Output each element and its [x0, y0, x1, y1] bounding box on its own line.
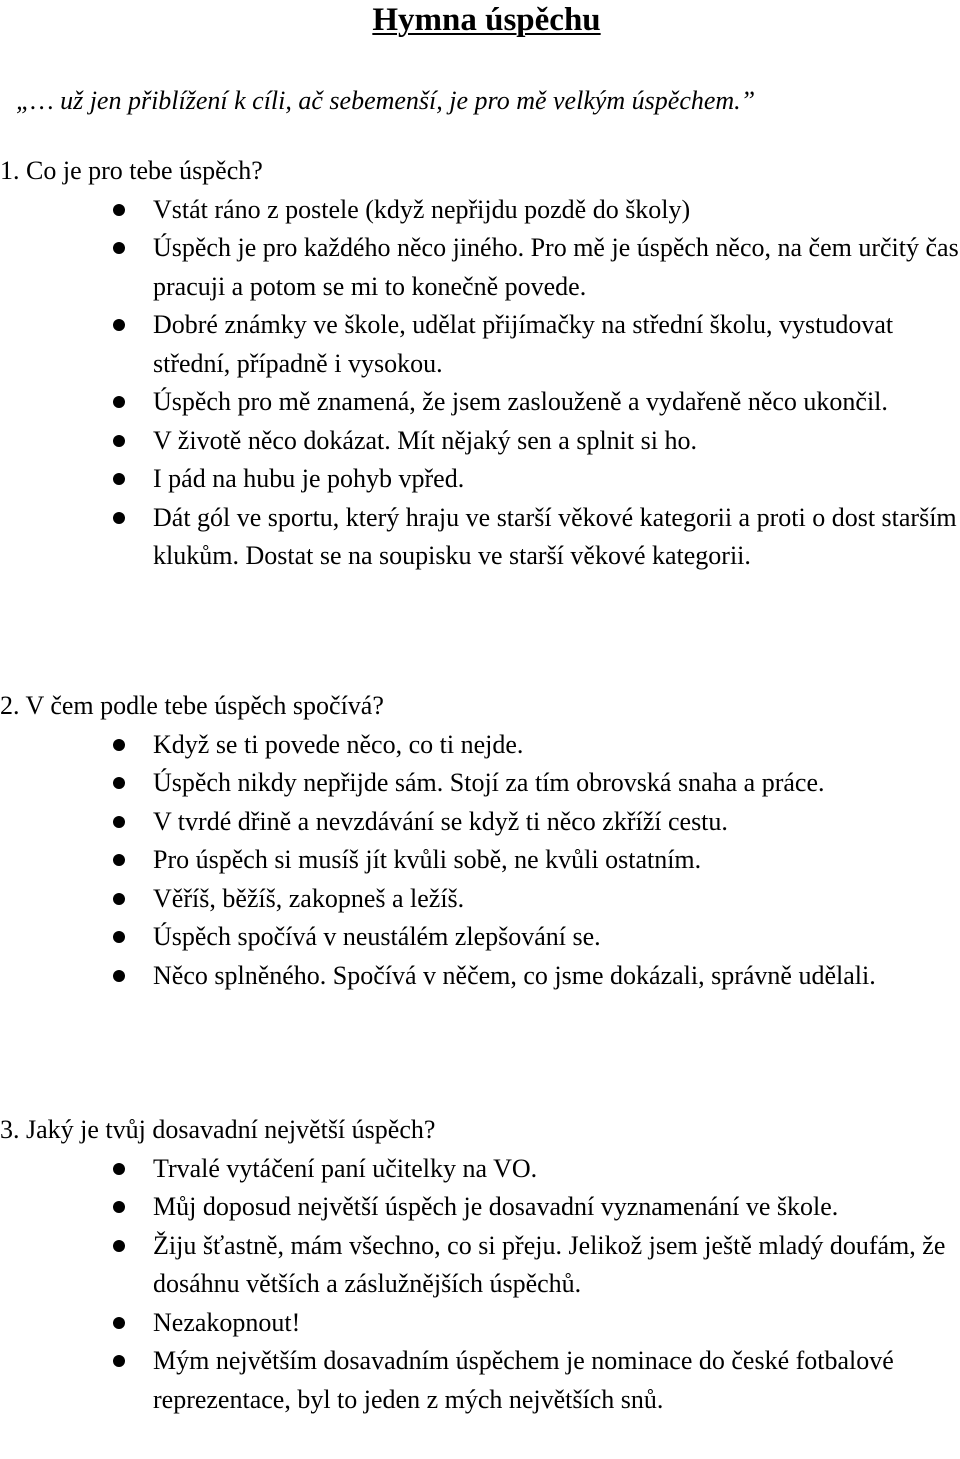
list-item-text: Úspěch pro mě znamená, že jsem zaslouženě a vydařeně něco ukončil. [153, 387, 888, 416]
bullet-icon [113, 396, 125, 408]
list-item-text: Vstát ráno z postele (když nepřijdu pozdě do školy) [153, 194, 691, 224]
list-item-text: Můj doposud největší úspěch je dosavadní vyznamenání ve škole. [153, 1192, 839, 1221]
bullet-icon [113, 204, 125, 216]
list-item [0, 460, 960, 499]
list-item-text: Žiju šťastně, mám všechno, co si přeju. Jelikož jsem ještě mladý doufám, že dosáhnu větších a záslužnějších úspěchů. [153, 1230, 946, 1298]
list-item [0, 1150, 960, 1189]
list-item [0, 841, 960, 880]
list-item [0, 306, 960, 383]
list-item [0, 880, 960, 919]
list-item [0, 383, 960, 422]
list-item-text: Věříš, běžíš, zakopneš a ležíš. [153, 883, 465, 913]
answer-list-2 [0, 726, 960, 996]
list-item-text: Úspěch je pro každého něco jiného. Pro mě je úspěch něco, na čem určitý čas pracuji a potom se mi to konečně povede. [153, 233, 959, 301]
document-title: Hymna úspěchu [372, 2, 601, 38]
list-item [0, 803, 960, 842]
list-item-text: Něco splněného. Spočívá v něčem, co jsme dokázali, správně udělali. [153, 960, 876, 990]
list-item [0, 1188, 960, 1227]
list-item-text: Když se ti povede něco, co ti nejde. [153, 729, 524, 759]
list-item [0, 499, 960, 576]
list-item-text: Mým největším dosavadním úspěchem je nominace do české fotbalové reprezentace, byl to jeden z mých největších snů. [153, 1346, 894, 1414]
list-item [0, 422, 960, 461]
bullet-icon [113, 854, 125, 866]
list-item [0, 1227, 960, 1304]
bullet-icon [113, 777, 125, 789]
answer-list-1 [0, 191, 960, 576]
bullet-icon [113, 473, 125, 485]
list-item-text: Úspěch spočívá v neustálém zlepšování se. [153, 922, 601, 951]
bullet-icon [113, 242, 125, 254]
list-item-text: I pád na hubu je pohyb vpřed. [153, 464, 465, 493]
list-item-text: Pro úspěch si musíš jít kvůli sobě, ne kvůli ostatním. [153, 845, 702, 874]
list-item-text: Dobré známky ve škole, udělat přijímačky na střední školu, vystudovat střední, případně i vysokou. [153, 310, 894, 378]
list-item [0, 918, 960, 957]
bullet-icon [113, 435, 125, 447]
question-3: 3. Jaký je tvůj dosavadní největší úspěch? [0, 1115, 436, 1144]
bullet-icon [113, 1163, 125, 1175]
bullet-icon [113, 739, 125, 751]
question-2: 2. V čem podle tebe úspěch spočívá? [0, 691, 384, 720]
list-item-text: Úspěch nikdy nepřijde sám. Stojí za tím obrovská snaha a práce. [153, 768, 825, 797]
list-item-text: V životě něco dokázat. Mít nějaký sen a splnit si ho. [153, 425, 697, 455]
list-item-text: Trvalé vytáčení paní učitelky na VO. [153, 1153, 538, 1183]
list-item [0, 957, 960, 996]
list-item [0, 1304, 960, 1343]
bullet-icon [113, 319, 125, 331]
bullet-icon [113, 816, 125, 828]
list-item [0, 1342, 960, 1419]
bullet-icon [113, 1355, 125, 1367]
bullet-icon [113, 931, 125, 943]
intro-quote: „… už jen přiblížení k cíli, ač sebemenší, je pro mě velkým úspěchem.” [16, 86, 756, 115]
list-item [0, 726, 960, 765]
list-item-text: V tvrdé dřině a nevzdávání se když ti něco zkříží cestu. [153, 806, 728, 836]
bullet-icon [113, 512, 125, 524]
list-item-text: Dát gól ve sportu, který hraju ve starší věkové kategorii a proti o dost starším klukům. Dostat se na soupisku ve starší věkové kategorii. [153, 502, 957, 570]
list-item [0, 191, 960, 230]
bullet-icon [113, 893, 125, 905]
answer-list-3 [0, 1150, 960, 1420]
list-item [0, 764, 960, 803]
list-item [0, 229, 960, 306]
bullet-icon [113, 970, 125, 982]
list-item-text: Nezakopnout! [153, 1307, 301, 1337]
question-1: 1. Co je pro tebe úspěch? [0, 156, 263, 185]
bullet-icon [113, 1201, 125, 1213]
bullet-icon [113, 1240, 125, 1252]
bullet-icon [113, 1317, 125, 1329]
